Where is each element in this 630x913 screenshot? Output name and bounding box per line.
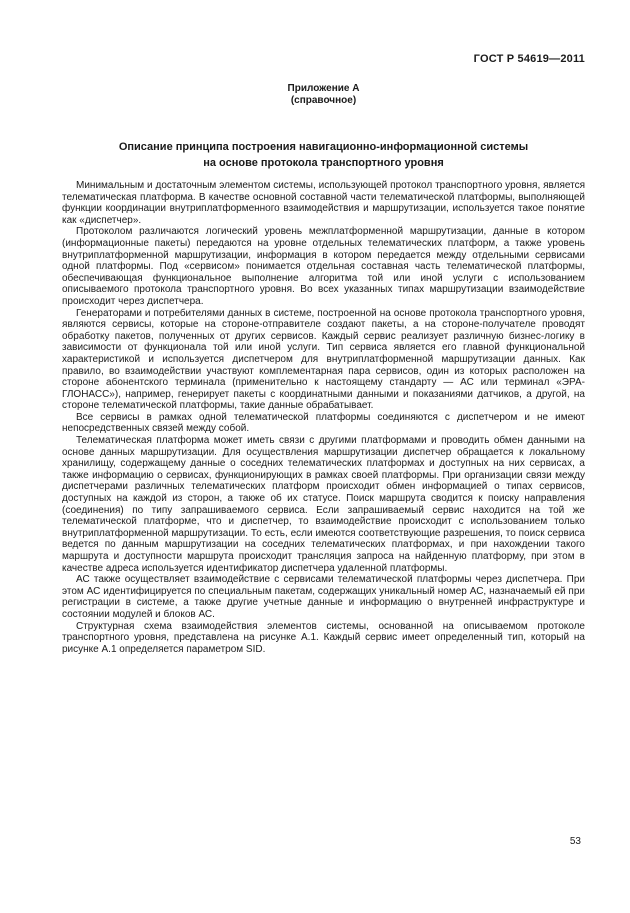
paragraph: Все сервисы в рамках одной телематической платформы соединяются с диспетчером и не имеют непосредственных связей между собой.	[62, 411, 585, 435]
paragraph: Минимальным и достаточным элементом системы, использующей протокол транспортного уровня, является телематическая платформа. В качестве основной составной части телематической платформы, выполняющей функции координации внутриплатформенного взаимодействия и маршрутизации, используется такое понятие как «диспетчер».	[62, 180, 585, 226]
paragraph: Протоколом различаются логический уровень межплатформенной маршрутизации, данные в котором (информационные пакеты) передаются на уровне отдельных телематических платформ, а также уровень внутриплатформенной маршрутизации, информация в котором передается между отдельными сервисами одной платформы. Под «сервисом» понимается отдельная составная часть телематической платформы, обеспечивающая функциональное выполнение алгоритма той или иной услуги с использованием описываемого протокола транспортного уровня. Во всех указанных типах маршрутизации взаимодействие происходит через диспетчера.	[62, 226, 585, 307]
paragraph: Телематическая платформа может иметь связи с другими платформами и проводить обмен данными на основе данных маршрутизации. Для осуществления маршрутизации диспетчер обращается к локальному хранилищу, содержащему данные о соседних телематических платформах и доступных на них сервисах, а также информацию о сервисах, функционирующих в рамках своей платформы. При организации связи между диспетчерами различных телематических платформ происходит обмен информацией о типах сервисов, доступных на каждой из сторон, а также об их статусе. Поиск маршрута сводится к поиску направления (соединения) по типу запрашиваемого сервиса. Если запрашиваемый сервис находится на той же телематической платформе, что и диспетчер, то взаимодействие происходит с использованием только внутриплатформенной маршрутизации. То есть, если имеются соответствующие разрешения, то поиск сервиса ведется по данным маршрутизации на соседних телематических платформах, и при нахождении такого маршрута и доступности маршрута происходит трансляция запроса на найденную платформу, при этом в качестве адреса используется идентификатор диспетчера удаленной платформы.	[62, 435, 585, 574]
paragraph: Генераторами и потребителями данных в системе, построенной на основе протокола транспортного уровня, являются сервисы, которые на стороне-отправителе создают пакеты, а на стороне-получателе проводят обработку пакетов, полученных от других сервисов. Каждый сервис реализует различную бизнес-логику в зависимости от функционала той или иной услуги. Тип сервиса является его главной функциональной характеристикой и используется диспетчером для внутриплатформенной маршрутизации данных. Как правило, во взаимодействии участвуют комплементарная пара сервисов, один из которых расположен на стороне абонентского терминала (применительно к настоящему стандарту — АС или терминал «ЭРА-ГЛОНАСС»), например, генерирует пакеты с координатными данными и показаниями датчиков, а другой, на стороне телематической платформы, такие данные обрабатывает.	[62, 307, 585, 412]
appendix-heading	[62, 83, 585, 107]
appendix-note: (справочное)	[290, 95, 357, 106]
appendix-label: Приложение А	[287, 83, 360, 94]
page-number: 53	[569, 836, 581, 847]
document-title-line-2: на основе протокола транспортного уровня	[203, 157, 444, 169]
paragraph: АС также осуществляет взаимодействие с сервисами телематической платформы через диспетчера. При этом АС идентифицируется по специальным пакетам, содержащих уникальный номер АС, назначаемый ей при регистрации в системе, а также другие учетные данные и информацию о внутренней инфраструктуре и состоянии модулей и блоков АС.	[62, 574, 585, 620]
paragraph: Структурная схема взаимодействия элементов системы, основанной на описываемом протоколе транспортного уровня, представлена на рисунке А.1. Каждый сервис имеет определенный тип, который на рисунке А.1 определяется параметром SID.	[62, 620, 585, 655]
body-text	[62, 180, 585, 655]
standard-number-header: ГОСТ Р 54619—2011	[473, 53, 585, 65]
document-title-line-1: Описание принципа построения навигационно-информационной системы	[118, 141, 529, 153]
document-title	[52, 139, 595, 171]
